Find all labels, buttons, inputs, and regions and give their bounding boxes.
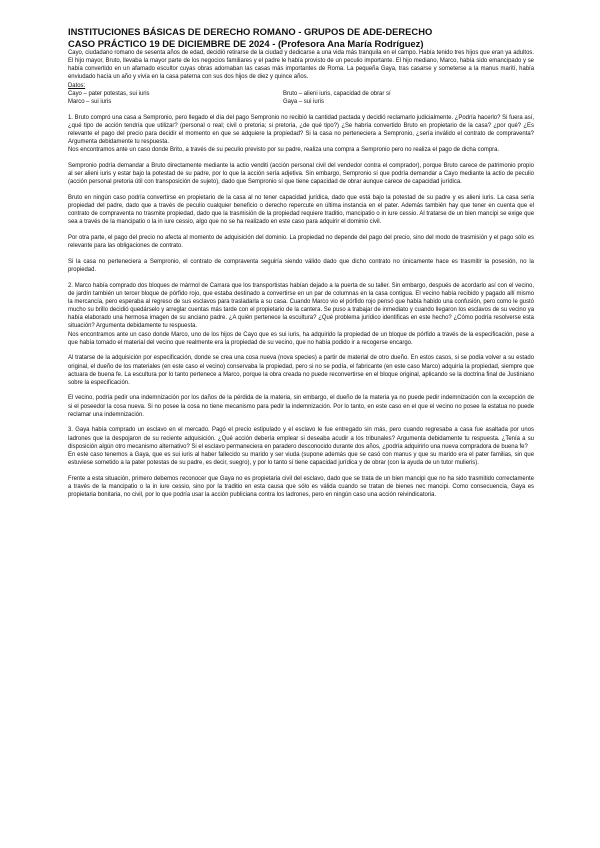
answer-1-paragraph: Si la casa no perteneciera a Sempronio, el contrato de compraventa seguiría siendo válido dado que dicho contrato no únicamente hace es trasmitir la posesión, no la propiedad. bbox=[68, 258, 534, 273]
question-2-paragraph: 2. Marco había comprado dos bloques de mármol de Carrara que los transportistas habían dejado a la puerta de su taller. Sin embargo, después de acordarlo así con el vecino, de jardín también un tercer bloque de pórfido rojo, que estaba destinado a convertirse en un par de columnas en la casa contigua. El vecino había recibido y pagado allí mismo la mercancía, pero esperaba al regreso de sus esclavos para trasladarla a su casa. Cuando Marco vio el pórfido rojo pensó que había habido una confusión, pero como le gustó mucho su brillo decidió quedárselo y arreglar cuentas más tarde con el propietario de la cantera. Se puso a trabajar de inmediato y cuando llegaron los esclavos de su vecino ya había elaborado una hermosa imagen de su anciano padre. ¿A quién pertenece la escultura? ¿Qué problema jurídico identificas en este hecho? ¿Cómo podría resolverse esta situación? Argumenta debidamente tu respuesta. bbox=[68, 282, 534, 330]
answer-2-paragraph: Al tratarse de la adquisición por especificación, donde se crea una cosa nueva (nova species) a partir de material de otro dueño. En estos casos, si se podía volver a su estado original, el dueño de los materiales (en este caso el vecino) conservaba la propiedad, pero si no se podía, el fabricante (en este caso Marco) adquiría la propiedad, siempre que actuara de buena fe. La escultura por lo tanto pertenece a Marco, porque la obra creada no puede reconvertirse en el bloque original, aplicando se la doctrina final de Justiniano sobre la especificación. bbox=[68, 355, 534, 386]
datos-cell: Marco – sui iuris bbox=[68, 98, 112, 105]
answer-1-paragraph: Bruto en ningún caso podría convertirse en propietario de la casa al no tener capacidad jurídica, dado que está bajo la potestad de su padre y es alieni iuris. La casa sería propiedad del padre, dado que a través de peculio cualquier beneficio o derecho repercute en última instancia en el pater. Además también hay que tener en cuenta que el contrato de compraventa no trasmite propiedad, dado que la trasmisión de la propiedad requiere traditio, mancipatio o in iure cessio. Al tratarse de un bien mancipi se exige que sea a través de la mancipatio o la in iure cessio, algo que no se ha realizado en este caso para adquirir el dominio civil. bbox=[68, 194, 534, 226]
answer-1-paragraph: Sempronio podría demandar a Bruto directamente mediante la actio venditi (acción personal civil del vendedor contra el comprador), porque Bruto carece de patrimonio propio al ser alieni iuris y estar bajo la potestad de su padre, por lo que la acción sería adjetiva. Sin embargo, Sempronio sí que podría demandar a Cayo mediante la actio de peculio (acción personal pretoria útil con transposición de sujeto), dado que Sempronio sí que tiene capacidad de obrar aunque carece de capacidad jurídica. bbox=[68, 162, 534, 186]
answer-3-paragraph: En este caso tenemos a Gaya, que es sui iuris al haber fallecido su marido y ser viuda (supone además que se casó con manus y que su marido era el pater familias, sin que estuviese sometido a la pater potestas de su padre, es decir, suegro), y por lo tanto sí tiene capacidad jurídica y de obrar (con la ayuda de un tutor mulieris). bbox=[68, 451, 534, 467]
document-page bbox=[68, 26, 534, 499]
answer-2-paragraph: Nos encontramos ante un caso donde Marco, uno de los hijos de Cayo que es sui iuris, ha adquirido la propiedad de un bloque de pórfido a través de la especificación, pese a que había tomado el material del vecino que realmente era la propiedad de su vecino, que no había podido ir a recogerse encargo. bbox=[68, 331, 534, 346]
answer-1-paragraph: Nos encontramos ante un caso donde Brito, a través de su peculio previsto por su padre, realiza una compra a Sempronio pero no realiza el pago de dicha compra. bbox=[68, 147, 500, 154]
answer-3-paragraph: Frente a esta situación, primero debemos reconocer que Gaya no es propietaria civil del esclavo, dado que se trata de un bien mancipi que no ha sido trasmitido correctamente a través de la mancipatio o la in iure cessio, sino por la traditio en esta causa que sólo es válida cuando se tratan de bienes nec mancipi. Como consecuencia, Gaya es propietaria bonitaria, no civil, por lo que podría usar la acción publiciana contra los ladrones, pero en ningún caso una acción reivindicatoria. bbox=[68, 475, 534, 499]
datos-label: Datos: bbox=[68, 82, 86, 89]
datos-cell: Gaya – sui iuris bbox=[283, 98, 324, 105]
datos-table bbox=[68, 90, 534, 106]
question-3-paragraph: 3. Gaya había comprado un esclavo en el mercado. Pagó el precio estipulado y el esclavo le fue entregado sin más, pero cuando regresaba a casa fue asaltada por unos ladrones que la despojaron de su reciente adquisición. ¿Qué acción debería emplear si deseaba acudir a los tribunales? Argumenta debidamente tu respuesta. ¿Tenía a su disposición algún otro mecanismo alternativo? Si el esclavo permaneciera en paradero desconocido durante dos años, ¿podría adquirirlo una nueva compradora de buena fe? bbox=[68, 427, 534, 450]
datos-cell: Cayo – pater potestas, sui iuris bbox=[68, 90, 150, 97]
answer-2-paragraph: El vecino, podría pedir una indemnización por los daños de la pérdida de la materia, sin embargo, el dueño de la materia ya no puede pedir indemnización con la excepción de si el poseedor la cosa nueva. Si no posee la cosa no tiene mecanismo para pedir la indemnización. Por lo tanto, en este caso en el que el vecino no posee la estatua no puede reclamar una indemnización. bbox=[68, 395, 534, 418]
header-line-1: INSTITUCIONES BÁSICAS DE DERECHO ROMANO - GRUPOS DE ADE-DERECHO bbox=[68, 26, 433, 37]
answer-1-paragraph: Por otra parte, el pago del precio no afecta al momento de adquisición del dominio. La propiedad no depende del pago del precio, sino del modo de trasmisión y el pago sólo es relevante para las obligaciones de contrato. bbox=[68, 234, 534, 250]
question-1-paragraph: 1. Bruto compró una casa a Sempronio, pero llegado el día del pago Sempronio no recibió la cantidad pactada y decidió reclamarlo judicialmente. ¿Podría hacerlo? Si fuera así, ¿qué tipo de acción tendría que utilizar? (personal o real; civil o pretoria; si pretoria, ¿de qué tipo?) ¿Se habría convertido Bruto en propietario de la casa? ¿por qué? ¿Es relevante el pago del precio para decidir el momento en que se adquiere la propiedad? Si la casa no perteneciera a Sempronio, ¿sería inválido el contrato de compraventa? Argumenta debidamente tu respuesta. bbox=[68, 114, 534, 146]
datos-cell: Bruto – alieni iuris, capacidad de obrar sí bbox=[283, 90, 391, 97]
header-line-2: CASO PRÁCTICO 19 DE DICIEMBRE DE 2024 - (Profesora Ana María Rodríguez) bbox=[68, 37, 424, 49]
intro-paragraph: Cayo, ciudadano romano de sesenta años de edad, decidió retirarse de la ciudad y dedicarse a una vida más tranquila en el campo. Había tenido tres hijos que eran ya adultos. El hijo mayor, Bruto, llevaba la mayor parte de los negocios familiares y el padre le había provisto de un peculio importante. El hijo mediano, Marco, había sido emancipado y se había convertido en un afamado escultor cuyas obras adornaban las casas más importantes de Roma. La pequeña Gaya, tras casarse y someterse a la manus marití, había enviudado hacía un año y vivía en la casa paterna con sus dos hijos de diez y quince años. bbox=[68, 50, 534, 81]
